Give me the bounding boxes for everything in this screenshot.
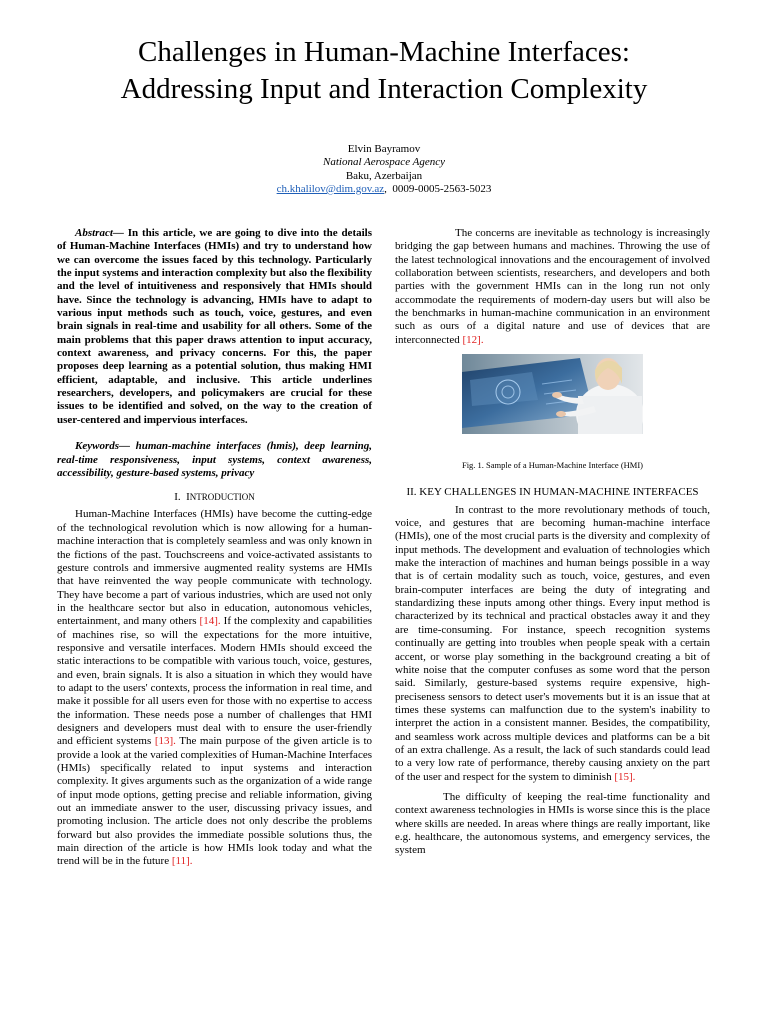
author-contact: ch.khalilov@dim.gov.az, 0009-0005-2563-5023 [276,182,492,195]
keywords [57,440,372,480]
keywords-text: human-machine interfaces (hmis), deep learning, real-time responsiveness, input systems, context awareness, accessibility, gesture-based systems, privacy [57,440,372,479]
citation-13[interactable]: [13]. [154,735,176,748]
section-1-title-cap: I [186,491,190,504]
section-1-number: I. [174,491,181,504]
intro-continuation-text: The concerns are inevitable as technology is increasingly bridging the gap between humans and machines. Throwing the use of the latest technological innovations and the encouragement of involved collaboration between scientists, researchers, and developers and both parties with the government HMIs can in the long run not only accommodate the requirements of modern-day users but will also be the benchmarks in human-machine communication in an environment such as ours of a digital nature and use of devices that are interconnected [395,227,710,346]
abstract-text: In this article, we are going to dive into the details of Human-Machine Interfaces (HMIs) and try to understand how we can overcome the issues faced by this technology. Particularly the input systems and interaction complexity but also the flexibility and the level of intuitiveness and responsively that HMIs should have. Since the technology is advancing, HMIs have to adapt to various input methods such as touch, voice, gestures, and even brain signals in real-time and usability for all others. Some of the main problems that this paper draws attention to input accuracy, context awareness, and privacy concerns. For this, the paper proposes deep learning as a potential solution, thus making HMI efficient, adaptable, and inclusive. This article underlines researchers, developers, and policymakers are crucial for these issues to be identified and solved, on the way to the creation of user-centered and impervious interfaces. [57,227,372,426]
title-line-2: Addressing Input and Interaction Complexity [120,73,648,105]
citation-11[interactable]: [11]. [171,855,193,868]
section-1-paragraph [57,508,372,868]
citation-14[interactable]: [14]. [199,615,221,628]
hmi-photo [462,354,643,434]
left-column [57,227,372,869]
keywords-lead: Keywords— [75,440,130,453]
section-1-text-1: Human-Machine Interfaces (HMIs) have become the cutting-edge of the technological revolution which is now allowing for a human-machine interaction that is completely seamless and was only known in the fictions of the past. Touchscreens and voice-activated assistants to gesture controls and immersive augmented reality systems are HMIs that have reinvented the way people communicate with technology. They have become a part of various industries, which are used not only in the healthcare sector but also in education, autonomous vehicles, entertainment, and many others [57,508,372,628]
figure-caption: Fig. 1. Sample of a Human-Machine Interface (HMI) [461,460,644,471]
author-location: Baku, Azerbaijan [345,169,423,182]
right-column [395,227,710,858]
section-2-paragraph-2: The difficulty of keeping the real-time functionality and context awareness technologies in HMIs is worse since this is the place where skills are needed. In areas where things are really important, like e.g. healthcare, the autonomous systems, and emergency services, the system [395,790,710,857]
section-1-title-rest: NTRODUCTION [189,492,255,503]
section-1-text-2: If the complexity and capabilities of machines rise, so will the expectations for the more intuitive, responsive and versatile interfaces. Modern HMIs should exceed the static interactions to be compatible with various touch, voice, gestures, and even, brain signals. It is also a situation in which they would have to adapt to the users' contexts, process the information in real time, and make it possible for all users even for those with no expertise to access the information. These needs pose a number of challenges that HMI designers and developers must deal with to ensure the user-friendly and efficient systems [57,615,372,748]
author-orcid: 0009-0005-2563-5023 [392,182,492,195]
author-block [0,143,768,196]
figure-1 [395,354,710,472]
intro-continuation [395,227,710,347]
author-affiliation: National Aerospace Agency [323,156,445,169]
abstract [57,227,372,427]
citation-12[interactable]: [12]. [462,333,484,346]
section-2-text-1: In contrast to the more revolutionary methods of touch, voice, and gestures that are becoming human-machine interface (HMIs), one of the most crucial parts is the diversity and complexity of input methods. The development and evaluation of technologies which make the interaction of machines and human beings possible in a way that is of certain modality such as touch, voice, gestures, and even brain-computer interfaces are being the duty of integrating and standardizing these inputs among other things. Every input method is characterized by its technical and practical obstacles away it and they are time-consuming. For instance, speech recognition systems continually are getting into troubles when people speak with a certain accent, or worse play something in the background creating a bit of white noise that the computer confuses as some word that the person said. Similarly, gesture-based systems require expensive, high-preciseness sensors to detect user's movements but it is an issue that at times these systems can malfunction due to the system's inability to interpret the action in a consistent manner. Besides, the compatibility, and seamless work across multiple devices and platforms can be a bit of an extra challenge. As a result, the lack of such standards could lead to a very low rate of performance, thereby causing anxiety on the part of the user and respect for the system to diminish [395,503,710,783]
paper-title [0,34,768,108]
section-1-heading [57,491,372,504]
section-2-paragraph-1 [395,504,710,784]
citation-15[interactable]: [15]. [614,770,636,783]
hmi-photo-illustration [462,354,643,434]
title-line-1: Challenges in Human-Machine Interfaces: [137,36,630,68]
author-name: Elvin Bayramov [347,143,421,155]
abstract-lead: Abstract— [75,227,124,239]
section-1-text-3: The main purpose of the given article is to provide a look at the varied complexities of Human-Machine Interfaces (HMIs) specifically related to input systems and interaction complexity. It gives arguments such as the organization of a wide range of input mode options, getting precise and reliable information, giving out an immediate answer to the user, discussing privacy issues, and promoting inclusion. The article does not only describe the problems forward but also provides the immediate possible solutions thus, the main direction of the article is how HMIs look today and what the trend will be in the future [57,735,372,868]
section-2-heading: II. KEY CHALLENGES IN HUMAN-MACHINE INTERFACES [406,486,699,499]
author-email-link[interactable]: ch.khalilov@dim.gov.az [276,182,385,195]
